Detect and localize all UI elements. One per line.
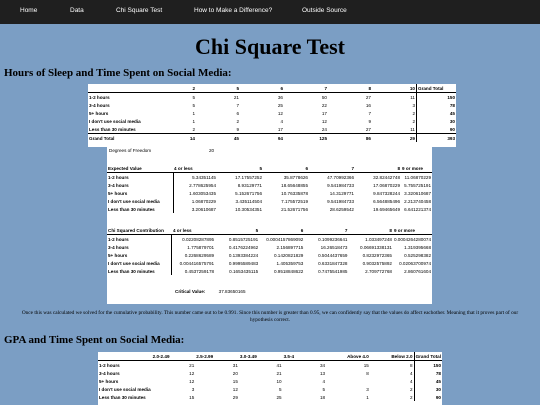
- table-cell: 41: [276, 362, 282, 368]
- table-cell: 34: [319, 362, 326, 368]
- table-cell: 47.70992366: [327, 174, 354, 180]
- table-cell: 10.30534351: [235, 206, 262, 212]
- row-label: 3-4 hours: [89, 102, 110, 108]
- table-cell: 15: [189, 394, 195, 400]
- table-cell: 0.2268629589: [184, 252, 215, 258]
- table-cell: 0.1653435115: [229, 268, 259, 274]
- table-cell: 11: [410, 94, 415, 100]
- calculation-sheet-image: [107, 146, 432, 304]
- table-cell: 29: [372, 134, 417, 143]
- table-cell: 17: [277, 126, 283, 132]
- degrees-of-freedom-row: [109, 148, 215, 153]
- row-label: Less than 30 minutes: [99, 394, 146, 400]
- table-row: [88, 125, 456, 134]
- gpa-table-image: [98, 352, 442, 405]
- observed-header-cell: [88, 84, 152, 93]
- table-cell: 3: [412, 102, 415, 108]
- table-cell: 17.17557252: [235, 174, 262, 180]
- table-cell: 29: [232, 394, 238, 400]
- row-label: I don't use social media: [107, 259, 172, 267]
- table-cell: 30: [414, 385, 442, 393]
- table-cell: 78: [414, 369, 442, 377]
- row-label: I don't use social media: [99, 386, 151, 392]
- table-cell: 9.541984733: [327, 198, 354, 204]
- table-row: [88, 117, 456, 125]
- table-cell: 6.564885496: [373, 198, 400, 204]
- top-nav: [0, 0, 540, 24]
- table-row: [98, 393, 442, 401]
- row-label: Less than 30 minutes: [107, 205, 173, 213]
- table-cell: 2: [236, 118, 239, 124]
- table-cell: 17: [321, 110, 327, 116]
- table-cell: 3: [191, 386, 195, 392]
- table-cell: 5.34351145: [192, 174, 216, 180]
- table-cell: 2: [410, 386, 413, 392]
- table-cell: 0.02063700974: [399, 260, 431, 266]
- table-cell: 27: [365, 94, 371, 100]
- table-cell: 0.1420821829: [273, 252, 304, 258]
- table-cell: 4: [410, 370, 413, 376]
- table-cell: 2.860761604: [404, 268, 431, 274]
- expected-header-cell: 4 or less: [173, 164, 217, 173]
- table-cell: 125: [284, 134, 328, 143]
- table-cell: 0.1393384224: [228, 252, 259, 258]
- table-cell: 15: [363, 362, 369, 368]
- gpa-header-cell: 2.0-2.49: [152, 352, 196, 361]
- table-cell: 7: [368, 110, 371, 116]
- table-row: [107, 251, 432, 259]
- table-cell: 3: [366, 386, 369, 392]
- table-cell: 5: [192, 102, 195, 108]
- expected-value-table: [107, 164, 432, 213]
- table-cell: 15: [232, 378, 238, 384]
- table-row: [88, 101, 456, 109]
- table-cell: 9: [236, 126, 239, 132]
- table-cell: [326, 377, 370, 385]
- row-label: 1-2 hours: [107, 173, 173, 182]
- table-cell: 9.541984733: [327, 182, 354, 188]
- table-cell: 8.93129771: [237, 182, 262, 188]
- table-cell: 78: [417, 101, 457, 109]
- conclusion-paragraph: Once this was calculated we solved for the cumulative probability. This number came out to be 0.991. Since this number is greater than 0.95, we can confidently say that the values do affect eachother. Meaning that it proves part of our hypothesis correct.: [21, 310, 519, 323]
- table-cell: 5.152671756: [235, 190, 262, 196]
- chi-header-cell: 4 or less: [172, 226, 215, 235]
- observed-header-cell: 10: [372, 84, 417, 93]
- row-label: 5+ hours: [107, 189, 173, 197]
- table-cell: 150: [417, 93, 457, 102]
- table-cell: 5.755725191: [404, 182, 431, 188]
- table-cell: 3.435114504: [235, 198, 262, 204]
- expected-header-cell: 8: [355, 164, 401, 173]
- table-cell: 21.52671756: [281, 206, 308, 212]
- table-cell: 12: [189, 370, 195, 376]
- observed-header-cell: 5: [196, 84, 240, 93]
- table-cell: 12: [321, 118, 327, 124]
- table-row: [107, 235, 432, 244]
- table-cell: 0.0004157869092: [266, 236, 304, 242]
- table-cell: 1.775879701: [187, 244, 215, 250]
- table-cell: 18: [319, 394, 326, 400]
- table-cell: 6.641221374: [404, 206, 431, 212]
- table-cell: 393: [417, 134, 457, 143]
- row-label: Less than 30 minutes: [107, 267, 172, 275]
- gpa-header-cell: 2.5-2.99: [195, 352, 239, 361]
- table-cell: 0.4537259178: [184, 268, 215, 274]
- chi-header-cell: 8: [348, 226, 392, 235]
- table-cell: 11.06870229: [404, 174, 431, 180]
- observed-header-cell: 2: [152, 84, 196, 93]
- table-cell: 12: [277, 110, 283, 116]
- table-cell: 10.76335878: [281, 190, 308, 196]
- row-label: 1-2 hours: [107, 235, 172, 244]
- gpa-header-cell: 3.5-4: [283, 352, 327, 361]
- table-cell: 2: [410, 394, 413, 400]
- table-cell: 0.1099236641: [318, 236, 348, 242]
- table-cell: 8: [366, 370, 369, 376]
- table-cell: 20: [232, 370, 238, 376]
- table-row: [98, 361, 442, 370]
- table-cell: 14: [152, 134, 196, 143]
- expected-header-cell: 5: [217, 164, 263, 173]
- table-cell: 0.9518848622: [273, 268, 304, 274]
- gpa-header-cell: [98, 352, 152, 361]
- table-cell: 19.69465649: [373, 206, 400, 212]
- table-cell: 5: [322, 386, 326, 392]
- row-label: Less than 30 minutes: [89, 126, 136, 132]
- degrees-of-freedom-label: Degrees of Freedom: [109, 148, 152, 153]
- table-cell: 2.213740458: [404, 198, 431, 204]
- chi-header-cell: 5: [215, 226, 259, 235]
- row-label: 5+ hours: [89, 110, 109, 116]
- table-cell: 6: [236, 110, 239, 116]
- table-row: [88, 93, 456, 102]
- section1-heading: Hours of Sleep and Time Spent on Social Media:: [4, 67, 232, 79]
- table-cell: 1.033497248: [365, 236, 392, 242]
- table-row: [107, 197, 432, 205]
- table-row: [88, 109, 456, 117]
- table-cell: 25: [277, 102, 283, 108]
- table-row: [107, 205, 432, 213]
- table-row: [107, 243, 432, 251]
- table-cell: 0.525298382: [404, 252, 431, 258]
- table-cell: 86: [328, 134, 372, 143]
- nav-data[interactable]: Data: [70, 7, 84, 14]
- table-cell: 35.8778626: [283, 174, 308, 180]
- table-cell: 10: [276, 378, 282, 384]
- table-row: [98, 377, 442, 385]
- table-cell: 21: [276, 370, 282, 376]
- degrees-of-freedom-value: 20: [209, 148, 215, 153]
- row-label: 1-2 hours: [89, 94, 110, 100]
- table-cell: 90: [414, 393, 442, 401]
- table-cell: 0.004416575791: [179, 260, 215, 266]
- table-cell: 2.709772768: [365, 268, 392, 274]
- chi-contribution-table: [107, 226, 432, 275]
- observed-header-cell: 6: [240, 84, 284, 93]
- row-label: 3-4 hours: [107, 243, 172, 251]
- observed-header-cell: 7: [284, 84, 328, 93]
- nav-outside-source[interactable]: Outside Source: [302, 7, 347, 14]
- table-cell: 16.26518473: [320, 244, 348, 250]
- expected-header-cell: 7: [309, 164, 355, 173]
- gpa-header-cell: Below 2.0: [370, 352, 414, 361]
- table-cell: 1: [192, 110, 195, 116]
- nav-home[interactable]: Home: [20, 7, 38, 14]
- table-cell: 94: [240, 134, 284, 143]
- table-cell: 1.06870229: [191, 198, 216, 204]
- gpa-header-cell: Grand Total: [415, 353, 441, 359]
- table-cell: 0.02208287895: [182, 236, 215, 242]
- row-label: 1-2 hours: [99, 362, 120, 368]
- table-cell: 45: [417, 109, 457, 117]
- table-cell: 0.9032575892: [362, 260, 392, 266]
- observed-header-cell: Grand Total: [417, 84, 457, 93]
- critical-value-number: 37.83650165: [218, 289, 246, 294]
- row-label: 5+ hours: [99, 378, 119, 384]
- table-cell: 4: [410, 378, 413, 384]
- critical-value-row: [175, 289, 246, 294]
- chi-header-cell: 9 or more: [393, 226, 432, 235]
- table-cell: 31: [232, 362, 238, 368]
- table-cell: 150: [414, 361, 442, 370]
- table-cell: 45: [414, 377, 442, 385]
- table-cell: 17.06870229: [373, 182, 400, 188]
- table-cell: 36: [277, 94, 283, 100]
- table-cell: 0.6331847328: [318, 260, 348, 266]
- expected-header-cell: Expected Value: [107, 164, 173, 173]
- expected-header-cell: 9 or more: [401, 164, 432, 173]
- table-cell: 16: [365, 102, 371, 108]
- table-cell: 18.65648855: [281, 182, 308, 188]
- table-cell: 12: [232, 386, 238, 392]
- chi-header-cell: 6: [259, 226, 304, 235]
- table-row: [107, 173, 432, 182]
- grand-total-row: [88, 134, 456, 143]
- table-cell: 2: [412, 110, 415, 116]
- table-cell: 22: [321, 102, 327, 108]
- nav-how-to-make-a-difference[interactable]: How to Make a Difference?: [194, 7, 273, 14]
- row-label: I don't use social media: [107, 197, 173, 205]
- table-cell: 27: [365, 126, 371, 132]
- critical-value-label: Critical Value:: [175, 289, 206, 294]
- table-cell: 3.320610687: [404, 190, 431, 196]
- observed-table: [88, 84, 456, 142]
- row-label: 3-4 hours: [107, 181, 173, 189]
- table-cell: 28.6259542: [329, 206, 354, 212]
- table-cell: 0.9995589483: [228, 260, 259, 266]
- row-label: Grand Total: [88, 134, 152, 143]
- table-cell: 13: [319, 370, 326, 376]
- row-label: 5+ hours: [107, 251, 172, 259]
- table-cell: 25: [276, 394, 282, 400]
- table-cell: 5: [279, 386, 282, 392]
- table-row: [98, 385, 442, 393]
- table-cell: 1: [366, 394, 369, 400]
- table-cell: 9.847328244: [373, 190, 400, 196]
- table-cell: 1: [192, 118, 195, 124]
- table-cell: 4: [322, 378, 326, 384]
- gpa-header-row: [98, 352, 442, 361]
- table-cell: 2: [412, 118, 415, 124]
- table-cell: 11: [410, 126, 415, 132]
- table-cell: 0.5044437659: [318, 252, 348, 258]
- table-cell: 1.319395668: [404, 244, 431, 250]
- table-cell: 0.4176224962: [228, 244, 259, 250]
- expected-header-row: [107, 164, 432, 173]
- table-cell: 90: [417, 125, 457, 134]
- table-cell: 24: [321, 126, 327, 132]
- table-cell: 4: [280, 118, 283, 124]
- nav-chi-square-test[interactable]: Chi Square Test: [116, 7, 163, 14]
- row-label: I don't use social media: [89, 118, 141, 124]
- table-cell: 50: [321, 94, 327, 100]
- table-cell: 5: [192, 94, 195, 100]
- gpa-header-cell: Above 4.0: [326, 352, 370, 361]
- table-cell: 2: [192, 126, 195, 132]
- table-cell: 8: [410, 362, 413, 368]
- table-row: [107, 181, 432, 189]
- expected-header-cell: 6: [263, 164, 309, 173]
- table-cell: 0.0004264280074: [393, 236, 431, 242]
- table-cell: 3.20610687: [191, 206, 216, 212]
- observed-header-row: [88, 84, 456, 93]
- table-cell: 12: [189, 378, 195, 384]
- table-cell: 45: [196, 134, 240, 143]
- table-cell: 1.603053435: [189, 190, 216, 196]
- gpa-table: [98, 352, 442, 401]
- table-row: [107, 267, 432, 275]
- table-cell: 7: [236, 102, 239, 108]
- table-cell: 0.06691338131: [360, 244, 392, 250]
- table-row: [107, 189, 432, 197]
- observed-header-cell: 8: [328, 84, 372, 93]
- table-cell: 21: [189, 362, 195, 368]
- table-cell: 7.175572519: [281, 198, 308, 204]
- table-cell: 1.405359753: [276, 260, 304, 266]
- chi-header-cell: 7: [304, 226, 348, 235]
- table-cell: 0.8232972365: [362, 252, 392, 258]
- section2-heading: GPA and Time Spent on Social Media:: [4, 334, 185, 346]
- table-cell: 0.7475541985: [318, 268, 348, 274]
- table-row: [107, 259, 432, 267]
- chi-header-row: [107, 226, 432, 235]
- table-cell: 2.156897715: [276, 244, 304, 250]
- table-cell: 14.3129771: [329, 190, 354, 196]
- table-cell: 32.82442748: [373, 174, 400, 180]
- chi-header-cell: Chi Squared Contribution: [107, 226, 172, 235]
- table-cell: 21: [233, 94, 239, 100]
- page-title: Chi Square Test: [195, 34, 345, 59]
- table-cell: 30: [417, 117, 457, 125]
- table-row: [98, 369, 442, 377]
- table-cell: 9: [368, 118, 371, 124]
- row-label: 3-4 hours: [99, 370, 120, 376]
- gpa-header-cell: 3.0-3.49: [239, 352, 283, 361]
- table-cell: 0.8515725191: [228, 236, 259, 242]
- observed-table-image: [88, 84, 456, 147]
- table-cell: 2.778625954: [189, 182, 216, 188]
